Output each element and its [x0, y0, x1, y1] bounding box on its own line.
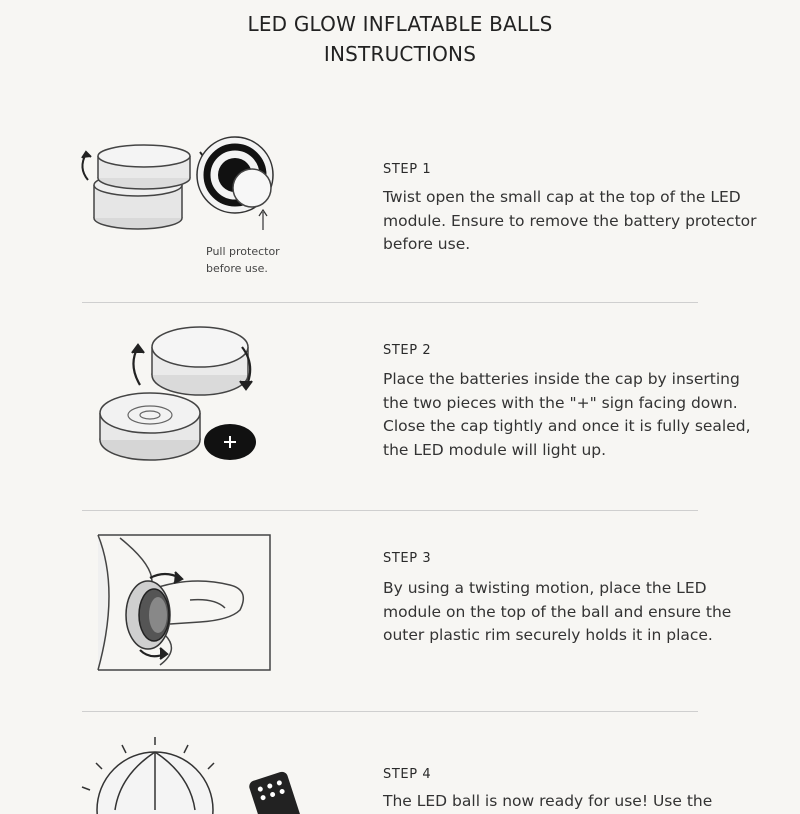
page-subtitle: INSTRUCTIONS	[323, 42, 477, 66]
hand-icon	[98, 535, 270, 670]
protector-caption-line-2: before use.	[206, 262, 268, 275]
led-module-icon	[126, 581, 170, 649]
divider	[82, 302, 698, 303]
battery-icon	[204, 424, 256, 460]
step-2-text: Place the batteries inside the cap by inserting the two pieces with the "+" sign facing down. Close the cap tightly and once it is fully sealed, the LED module will light up.	[383, 370, 751, 459]
step-1-text: Twist open the small cap at the top of the LED module. Ensure to remove the battery protector before use.	[383, 188, 757, 253]
page-title: LED GLOW INFLATABLE BALLS	[247, 12, 553, 36]
step-1-label: STEP 1	[383, 162, 432, 177]
battery-protector-icon	[197, 137, 273, 230]
step-4-text: The LED ball is now ready for use! Use the	[383, 792, 713, 810]
cap-icon	[152, 327, 248, 395]
led-module-base-icon	[100, 393, 200, 460]
protector-caption-line-1: Pull protector	[206, 245, 280, 258]
step-4-label: STEP 4	[383, 767, 432, 782]
step-4-illustration	[60, 735, 320, 800]
step-1-illustration	[60, 130, 360, 250]
glow-ball-icon	[82, 737, 214, 814]
divider	[82, 711, 698, 712]
led-module-icon	[94, 145, 190, 229]
step-3-label: STEP 3	[383, 551, 432, 566]
step-3-illustration	[90, 530, 290, 680]
step-2-label: STEP 2	[383, 343, 432, 358]
remote-control-icon	[248, 770, 305, 814]
divider	[82, 510, 698, 511]
step-3-text: By using a twisting motion, place the LED module on the top of the ball and ensure the outer plastic rim securely holds it in place.	[383, 579, 732, 644]
step-2-illustration	[90, 325, 370, 485]
